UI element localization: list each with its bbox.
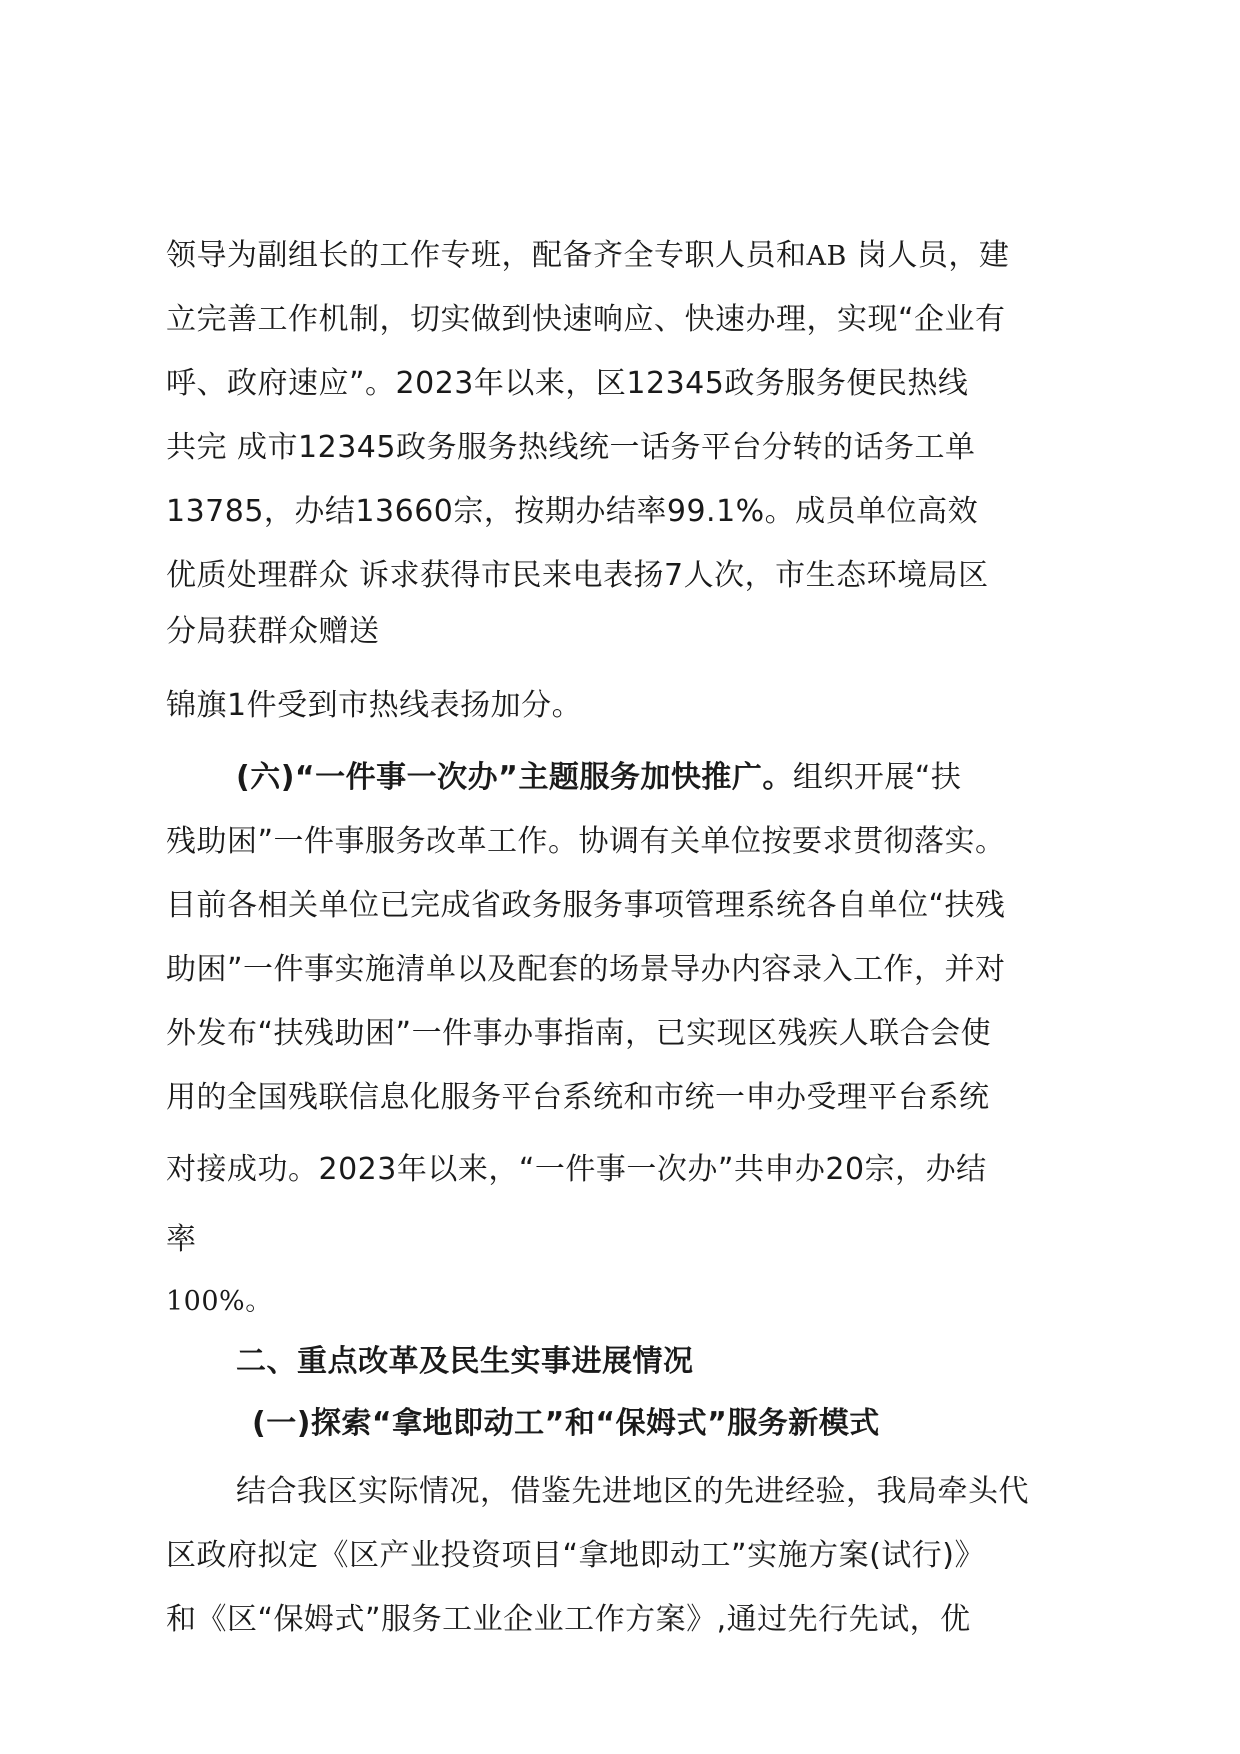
paragraph2-line-7: 对接成功。2023年以来，“一件事一次办”共申办20宗，办结 [166, 1152, 987, 1187]
paragraph2-line-1 [236, 758, 961, 798]
paragraph1-line-2: 立完善工作机制，切实做到快速响应、快速办理，实现“企业有 [166, 302, 1006, 337]
paragraph1-line-4: 共完 成市12345政务服务热线统一话务平台分转的话务工单 [166, 430, 976, 465]
section2-line-1: 结合我区实际情况，借鉴先进地区的先进经验，我局牵头代 [236, 1474, 1029, 1509]
paragraph2-line-6: 用的全国残联信息化服务平台系统和市统一申办受理平台系统 [166, 1080, 990, 1115]
paragraph1-line-1-text: 领导为副组长的工作专班，配备齐全专职人员和 [166, 238, 807, 273]
ab-text: AB [806, 241, 847, 272]
paragraph1-line-7: 分局获群众赠送 [166, 614, 380, 649]
paragraph2-last-line: 100%。 [166, 1286, 273, 1317]
paragraph1-line-8: 锦旗1件受到市热线表扬加分。 [166, 688, 583, 723]
paragraph1-line-1-tail: 岗人员，建 [846, 238, 1010, 273]
paragraph2-line-5: 外发布“扶残助困”一件事办事指南，已实现区残疾人联合会使 [166, 1016, 992, 1051]
paragraph2-line-8: 率 [166, 1222, 197, 1257]
paragraph1-line-1 [166, 236, 1009, 277]
section-title: 二、重点改革及民生实事进展情况 [236, 1344, 694, 1379]
paragraph1-line-5: 13785，办结13660宗，按期办结率99.1%。成员单位高效 [166, 494, 979, 529]
paragraph1-line-6: 优质处理群众 诉求获得市民来电表扬7人次，市生态环境局区 [166, 558, 989, 593]
section2-line-3: 和《区“保姆式”服务工业企业工作方案》,通过先行先试，优 [166, 1602, 971, 1637]
paragraph2-heading: (六)“一件事一次办”主题服务加快推广。 [236, 760, 793, 795]
paragraph2-line-4: 助困”一件事实施清单以及配套的场景导办内容录入工作，并对 [166, 952, 1006, 987]
section2-line-2: 区政府拟定《区产业投资项目“拿地即动工”实施方案(试行)》 [166, 1538, 985, 1573]
paragraph1-line-3: 呼、政府速应”。2023年以来，区12345政务服务便民热线 [166, 366, 969, 401]
paragraph2-line-2: 残助困”一件事服务改革工作。协调有关单位按要求贯彻落实。 [166, 824, 1006, 859]
paragraph2-line-3: 目前各相关单位已完成省政务服务事项管理系统各自单位“扶残 [166, 888, 1006, 923]
paragraph2-heading-tail: 组织开展“扶 [792, 760, 962, 795]
section-subtitle: (一)探索“拿地即动工”和“保姆式”服务新模式 [252, 1406, 880, 1441]
